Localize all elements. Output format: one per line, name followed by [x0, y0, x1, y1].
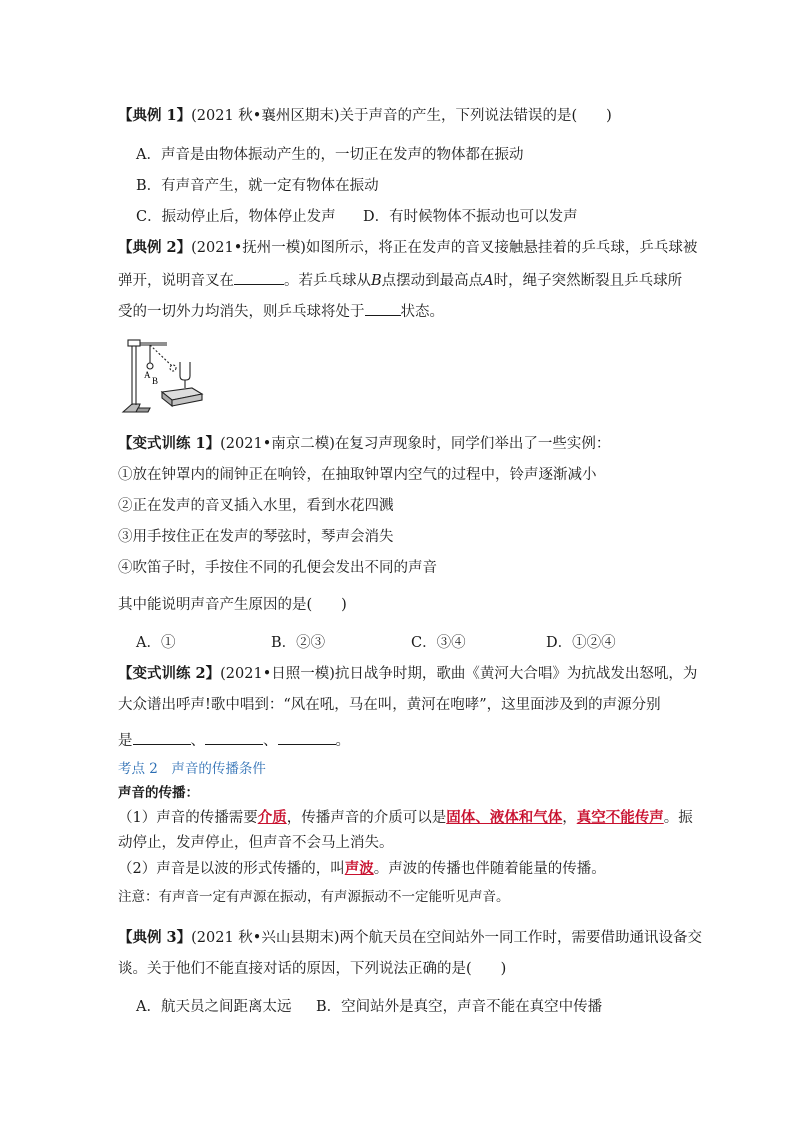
source: (2021•抚州一模): [191, 240, 306, 256]
text: 是: [118, 733, 133, 749]
item-4: ④吹笛子时，手按住不同的孔便会发出不同的声音: [118, 560, 437, 576]
example-tag: 【典例 3】: [118, 929, 192, 946]
keyword: 固体、液体和气体: [446, 809, 563, 826]
point-label: A: [483, 273, 494, 289]
point-1-line-2: 动停止，发声停止，但声音不会马上消失。: [118, 835, 394, 851]
keyword: 介质: [257, 809, 287, 826]
example-2-line-2: [118, 270, 682, 290]
option-a: A．①: [136, 635, 176, 651]
option-c: C．③④: [411, 635, 466, 651]
text: 。若乒乓球从: [284, 273, 371, 289]
question-text: 关于声音的产生，下列说法错误的是( ): [339, 108, 612, 124]
training-tag: 【变式训练 1】: [118, 435, 221, 452]
option-a: A．航天员之间距离太远: [136, 999, 292, 1015]
source: (2021 秋•兴山县期末): [191, 930, 340, 946]
option-b: B．空间站外是真空，声音不能在真空中传播: [316, 999, 603, 1015]
figure-label-b: B: [152, 376, 159, 386]
subheading: 声音的传播：: [118, 785, 199, 801]
option-d: D．①②④: [546, 635, 616, 651]
source: (2021 秋•襄州区期末): [191, 108, 340, 124]
text: 。: [335, 733, 350, 749]
item-3: ③用手按住正在发声的琴弦时，琴声会消失: [118, 529, 394, 545]
figure-label-a: A: [144, 370, 151, 380]
keyword: 真空不能传声: [576, 809, 664, 826]
text: 受的一切外力均消失，则乒乓球将处于: [118, 304, 365, 320]
answer-blank: [205, 730, 263, 745]
note: 注意：有声音一定有声源在振动，有声源振动不一定能听见声音。: [118, 889, 510, 905]
source: (2021•日照一模): [220, 666, 335, 682]
tuning-fork-figure: [120, 332, 205, 414]
text: ，: [562, 810, 577, 826]
training-2-line-2: 大众谱出呼声!歌中唱到：“风在吼，马在叫，黄河在咆哮”，这里面涉及到的声源分别: [118, 697, 661, 713]
text: ，传播声音的介质可以是: [286, 810, 447, 826]
text: 时，绳子突然断裂且乒乓球所: [493, 273, 683, 289]
source: (2021•南京二模): [220, 436, 335, 452]
training-1-question: [118, 435, 610, 453]
option-a: A．声音是由物体振动产生的，一切正在发声的物体都在振动: [136, 147, 524, 163]
question-text: 两个航天员在空间站外一同工作时，需要借助通讯设备交: [339, 930, 703, 946]
text: 点摆动到最高点: [381, 273, 484, 289]
example-tag: 【典例 2】: [118, 239, 192, 256]
answer-blank: [365, 301, 401, 316]
training-tag: 【变式训练 2】: [118, 665, 221, 682]
question-text: 在复习声现象时，同学们举出了一些实例：: [334, 436, 611, 452]
answer-blank: [278, 730, 336, 745]
keyword: 声波: [344, 860, 374, 877]
text: （2）声音是以波的形式传播的，叫: [118, 861, 345, 877]
training-1-ask: 其中能说明声音产生原因的是( ): [118, 597, 347, 613]
question-text: 抗日战争时期，歌曲《黄河大合唱》为抗战发出怒吼，为: [334, 666, 698, 682]
point-2: [118, 860, 606, 878]
option-d: D．有时候物体不振动也可以发声: [363, 209, 578, 225]
point-label: B: [371, 273, 382, 289]
example-2-line-1: [118, 239, 697, 257]
option-b: B．②③: [271, 635, 326, 651]
item-1: ①放在钟罩内的闹钟正在响铃，在抽取钟罩内空气的过程中，铃声逐渐减小: [118, 467, 597, 483]
question-text: 如图所示，将正在发声的音叉接触悬挂着的乒乓球，乒乓球被: [305, 240, 698, 256]
point-1-line-1: [118, 809, 693, 827]
example-3-line-2: 谈。关于他们不能直接对话的原因，下列说法正确的是( ): [118, 961, 507, 977]
option-b: B．有声音产生，就一定有物体在振动: [136, 178, 379, 194]
training-2-line-3: [118, 730, 350, 750]
example-3-line-1: [118, 929, 702, 947]
text: 。振: [663, 810, 693, 826]
text: 、: [190, 733, 205, 749]
text: 。声波的传播也伴随着能量的传播。: [373, 861, 606, 877]
item-2: ②正在发声的音叉插入水里，看到水花四溅: [118, 498, 394, 514]
option-c: C．振动停止后，物体停止发声: [136, 209, 336, 225]
answer-blank: [234, 270, 284, 285]
answer-blank: [133, 730, 191, 745]
example-tag: 【典例 1】: [118, 107, 192, 124]
example-1-question: [118, 107, 612, 125]
text: （1）声音的传播需要: [118, 810, 258, 826]
section-heading: 考点 2 声音的传播条件: [118, 761, 266, 777]
text: 弹开，说明音叉在: [118, 273, 234, 289]
training-2-line-1: [118, 665, 697, 683]
text: 、: [263, 733, 278, 749]
text: 状态。: [400, 304, 444, 320]
example-2-line-3: [118, 301, 444, 321]
